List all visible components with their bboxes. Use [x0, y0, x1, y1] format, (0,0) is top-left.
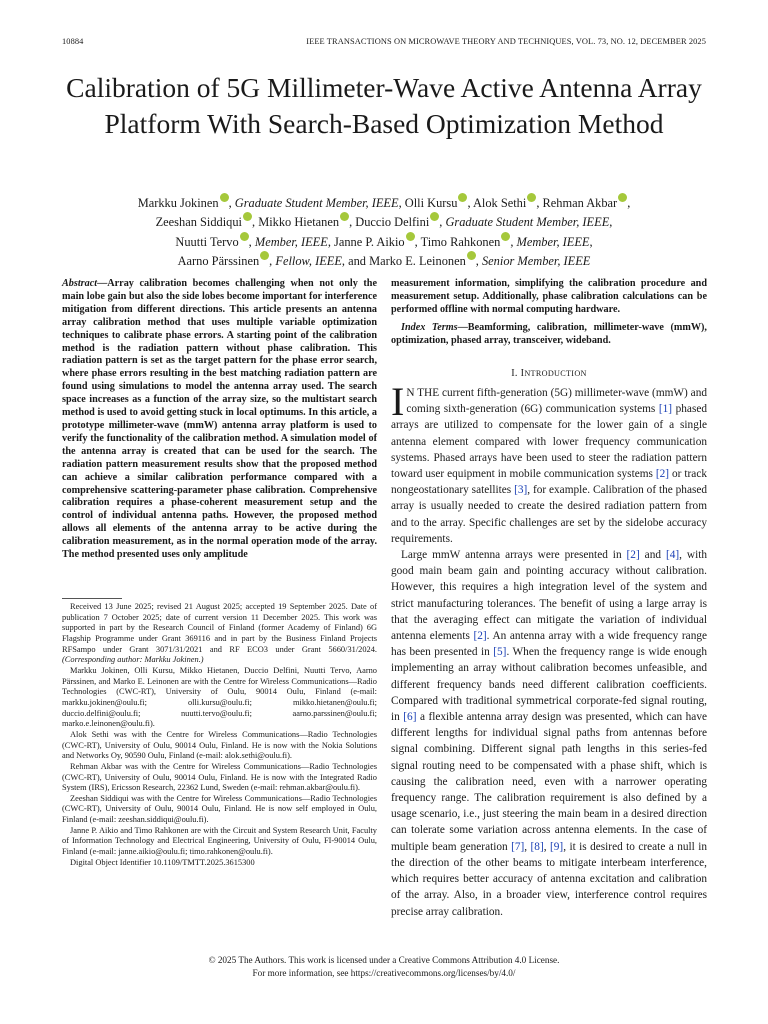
author-name: Marko E. Leinonen: [369, 253, 466, 268]
index-terms-label: Index Terms: [401, 322, 458, 333]
orcid-icon[interactable]: [527, 193, 536, 202]
text-run: . An antenna array with a wide frequency range has been presented in: [391, 630, 708, 659]
journal-citation: IEEE TRANSACTIONS ON MICROWAVE THEORY AND TECHNIQUES, VOL. 73, NO. 12, DECEMBER 2025: [306, 37, 706, 46]
orcid-icon[interactable]: [406, 232, 415, 241]
abstract-label: Abstract: [62, 278, 98, 289]
section-title-initial: I: [520, 368, 525, 379]
author-name: Aarno Pärssinen: [177, 253, 260, 268]
orcid-icon[interactable]: [501, 232, 510, 241]
orcid-icon[interactable]: [260, 251, 269, 260]
license-link[interactable]: For more information, see https://creativecommons.org/licenses/by/4.0/: [252, 968, 516, 978]
author-role: Member, IEEE: [254, 234, 328, 249]
text-run: or track nongeostationary satellites: [391, 468, 707, 497]
corresponding-author: (Corresponding author: Markku Jokinen.): [62, 655, 204, 665]
text-run: ,: [524, 840, 531, 853]
footnote-rule: [62, 598, 122, 599]
author-name: Nuutti Tervo: [175, 234, 239, 249]
section-title-rest: NTRODUCTION: [524, 369, 587, 378]
reference-link[interactable]: [9]: [550, 840, 564, 853]
author-role: Member, IEEE: [516, 234, 590, 249]
paper-title: Calibration of 5G Millimeter-Wave Active Antenna Array Platform With Search-Based Optimization Method: [66, 72, 702, 139]
author-role: Graduate Student Member, IEEE: [234, 196, 399, 210]
abstract: [62, 278, 377, 562]
author-name: Zeeshan Siddiqui: [155, 215, 242, 230]
author-role: Graduate Student Member, IEEE: [445, 215, 610, 230]
author-role: Senior Member, IEEE: [481, 253, 591, 268]
page-number: 10884: [62, 37, 84, 46]
author-name: Olli Kursu: [404, 196, 458, 210]
section-heading: [391, 368, 707, 379]
text-run: . When the frequency range is wide enough implementing an array without calibration becomes unfeasible, and different frequency bands need different calibration coefficients. Compared with traditional symmetrical corporate-fed signal routing, in: [391, 646, 707, 724]
section-numeral: I.: [511, 368, 521, 379]
text-run: , it is desired to create a null in the direction of the other beams to mitigate interbeam interference, which requires better accuracy of antenna excitation and calibration of the array. Also, in a broader view, interference control requires precise array calibration.: [391, 840, 708, 918]
orcid-icon[interactable]: [340, 212, 349, 221]
footnote-affiliation: Janne P. Aikio and Timo Rahkonen are with the Circuit and System Research Unit, Faculty of Information Technology and Electrical Engineering, University of Oulu, FI-90014 Oulu, Finland (e-mail: janne.aikio@oulu.fi; timo.rahkonen@oulu.fi).: [62, 825, 377, 857]
orcid-icon[interactable]: [220, 193, 229, 202]
abstract-text: —Array calibration becomes challenging when not only the main lobe gain but also the side lobes become important for interference mitigation from different directions. This article presents an antenna array calibration method that uses multiple variable optimization techniques to calibrate phase errors. A starting point of the calibration method is the radiation pattern without phase calibration. This radiation pattern is set as the target pattern for the phase error search, where phase errors resulting in the best matching radiation pattern are found using simulations to model the antenna array used. The search space increases as a function of the array size, so the multistart search method is used to avoid getting stuck in local optimums. In this article, a prototype millimeter-wave (mmW) antenna array platform is used to verify the functionality of the calibration method. A simulation model of the antenna array is created that can be used for the search. The radiation pattern measurement results show that the proposed method can achieve a similar calibration performance compared with a comprehensive scattering-parameter phase calibration. Comprehensive calibration requires a phase-coherent measurement setup and the control of individual antenna paths. However, the proposed method allows all elements of the antenna array to be active during the calibration measurement, as in the normal operation mode of the array. The method presented uses only amplitude: [62, 278, 377, 561]
index-terms-text: —Beamforming, calibration, millimeter-wave (mmW), optimization, phased array, transceiver, wideband.: [391, 322, 707, 346]
text-run: ,: [543, 840, 550, 853]
author-name: Mikko Hietanen: [258, 215, 340, 230]
abstract-continued: measurement information, simplifying the calibration procedure and measurement setup. Additionally, phase calibration calculations can be performed offline with normal computing hardware.: [391, 278, 707, 315]
orcid-icon[interactable]: [243, 212, 252, 221]
footnote-affiliation: Zeeshan Siddiqui was with the Centre for Wireless Communications—Radio Technologies (CWC-RT), University of Oulu, 90014 Oulu, Finland. He is now self employed in Oulu, Finland (e-mail: zeeshan.siddiqui@oulu.fi).: [62, 793, 377, 825]
orcid-icon[interactable]: [430, 212, 439, 221]
author-name: Rehman Akbar: [542, 196, 618, 210]
reference-link[interactable]: [7]: [511, 840, 525, 853]
drop-cap: I: [391, 379, 405, 424]
text-run: N THE current fifth-generation (5G) millimeter-wave (mmW) and coming sixth-generation (6G) communication systems: [406, 387, 707, 416]
license-line: © 2025 The Authors. This work is licensed under a Creative Commons Attribution 4.0 License.: [208, 955, 560, 965]
license-notice: [0, 954, 768, 980]
author-name: Timo Rahkonen: [420, 234, 501, 249]
text-run: Large mmW antenna arrays were presented in: [401, 549, 627, 562]
orcid-icon[interactable]: [618, 193, 627, 202]
author-role: Fellow, IEEE: [275, 253, 342, 268]
footnote-received: [62, 602, 377, 666]
text-run: a flexible antenna array design was presented, which can have different lengths for individual signal paths from antennas before signal combining. Different signal path lengths in this series-fed signal routing need to be compensated with a phase shift, which is causing the calibration need, even with a narrower operating frequency range. The calibration requirement is also defined by a usage scenario, i.e., just steering the main beam in a desired direction can tolerate some variation across antenna elements. In the case of multiple beam generation: [391, 711, 707, 853]
footnote-affiliation: Rehman Akbar was with the Centre for Wireless Communications—Radio Technologies (CWC-RT), University of Oulu, 90014 Oulu, Finland. He is now with the Integrated Radio System (IRS), Ericsson Research, 22362 Lund, Sweden (e-mail: rehman.akbar@oulu.fi).: [62, 761, 377, 793]
footnote-text: Received 13 June 2025; revised 21 August 2025; accepted 19 September 2025. Date of publication 7 October 2025; date of current version 11 December 2025. This work was supported in part by the Research Council of Finland (former Academy of Finland) 6G Flagship Programme under Grant 369116 and in part by the Business Finland Projects RFSampo under Grant 3071/31/2021 and RF ECO3 under Grant 5660/31/2024.: [62, 602, 377, 654]
text-run: phased arrays are utilized to compensate for the lower gain of a single antenna element compared with lower frequency communication systems. Phased arrays have been used to steer the radiation pattern toward user equipment in mobile communication systems: [391, 403, 708, 481]
orcid-icon[interactable]: [458, 193, 467, 202]
footnotes: [62, 602, 377, 868]
text-run: , with good main beam gain and pointing accuracy without calibration. However, this requires a high integration level of the system and strict manufacturing tolerances. The benefit of using a large array is that the averaging effect can mitigate the variation of individual antenna elements: [391, 549, 707, 643]
reference-link[interactable]: [2]: [655, 468, 670, 481]
author-name: Alok Sethi: [472, 196, 527, 210]
text-run: and: [639, 549, 666, 562]
index-terms: [391, 322, 707, 348]
orcid-icon[interactable]: [467, 251, 476, 260]
reference-link[interactable]: [1]: [658, 403, 673, 416]
reference-link[interactable]: [3]: [514, 484, 528, 497]
reference-link[interactable]: [2]: [473, 630, 487, 643]
reference-link[interactable]: [6]: [403, 711, 417, 724]
paragraph: [391, 547, 707, 920]
author-name: Janne P. Aikio: [334, 234, 405, 249]
text-run: , for example. Calibration of the phased array is usually needed to create the desired radiation pattern from and to the array. Specific challenges are set by the sidelobe accuracy requirements.: [391, 484, 708, 545]
author-list: Markku Jokinen , Graduate Student Member, IEEE, Olli Kursu , Alok Sethi , Rehman Akbar , Zeeshan Siddiqui , Mikko Hietanen , Duccio Delfini , Graduate Student Member, IEEE, Nuutti Tervo , Member, IEEE, Janne P. Aikio , Timo Rahkonen , Member, IEEE, Aarno Pärssinen , Fellow, IEEE, and Marko E. Leinonen , Senior Member, IEEE: [55, 193, 713, 270]
footnote-affiliation: Alok Sethi was with the Centre for Wireless Communications—Radio Technologies (CWC-RT), University of Oulu, 90014 Oulu, Finland. He is now with the Nokia Solutions and Networks Oy, 90590 Oulu, Finland (e-mail: alok.sethi@oulu.fi).: [62, 729, 377, 761]
footnote-doi[interactable]: Digital Object Identifier 10.1109/TMTT.2025.3615300: [70, 857, 255, 867]
paragraph: [391, 379, 708, 547]
author-name: Markku Jokinen: [137, 196, 219, 210]
reference-link[interactable]: [8]: [530, 840, 544, 853]
orcid-icon[interactable]: [240, 232, 249, 241]
author-name: Duccio Delfini: [355, 215, 430, 230]
reference-link[interactable]: [4]: [665, 549, 680, 562]
footnote-affiliation: Markku Jokinen, Olli Kursu, Mikko Hietanen, Duccio Delfini, Nuutti Tervo, Aarno Pärssinen, and Marko E. Leinonen are with the Centre for Wireless Communications—Radio Technologies (CWC-RT), University of Oulu, 90014 Oulu, Finland (e-mail: markku.jokinen@oulu.fi; olli.kursu@oulu.fi; mikko.hietanen@oulu.fi; duccio.delfini@oulu.fi; nuutti.tervo@oulu.fi; aarno.parssinen@oulu.fi; marko.e.leinonen@oulu.fi).: [62, 665, 377, 729]
reference-link[interactable]: [2]: [626, 549, 640, 562]
introduction-body: [391, 379, 708, 920]
reference-link[interactable]: [5]: [493, 646, 507, 659]
